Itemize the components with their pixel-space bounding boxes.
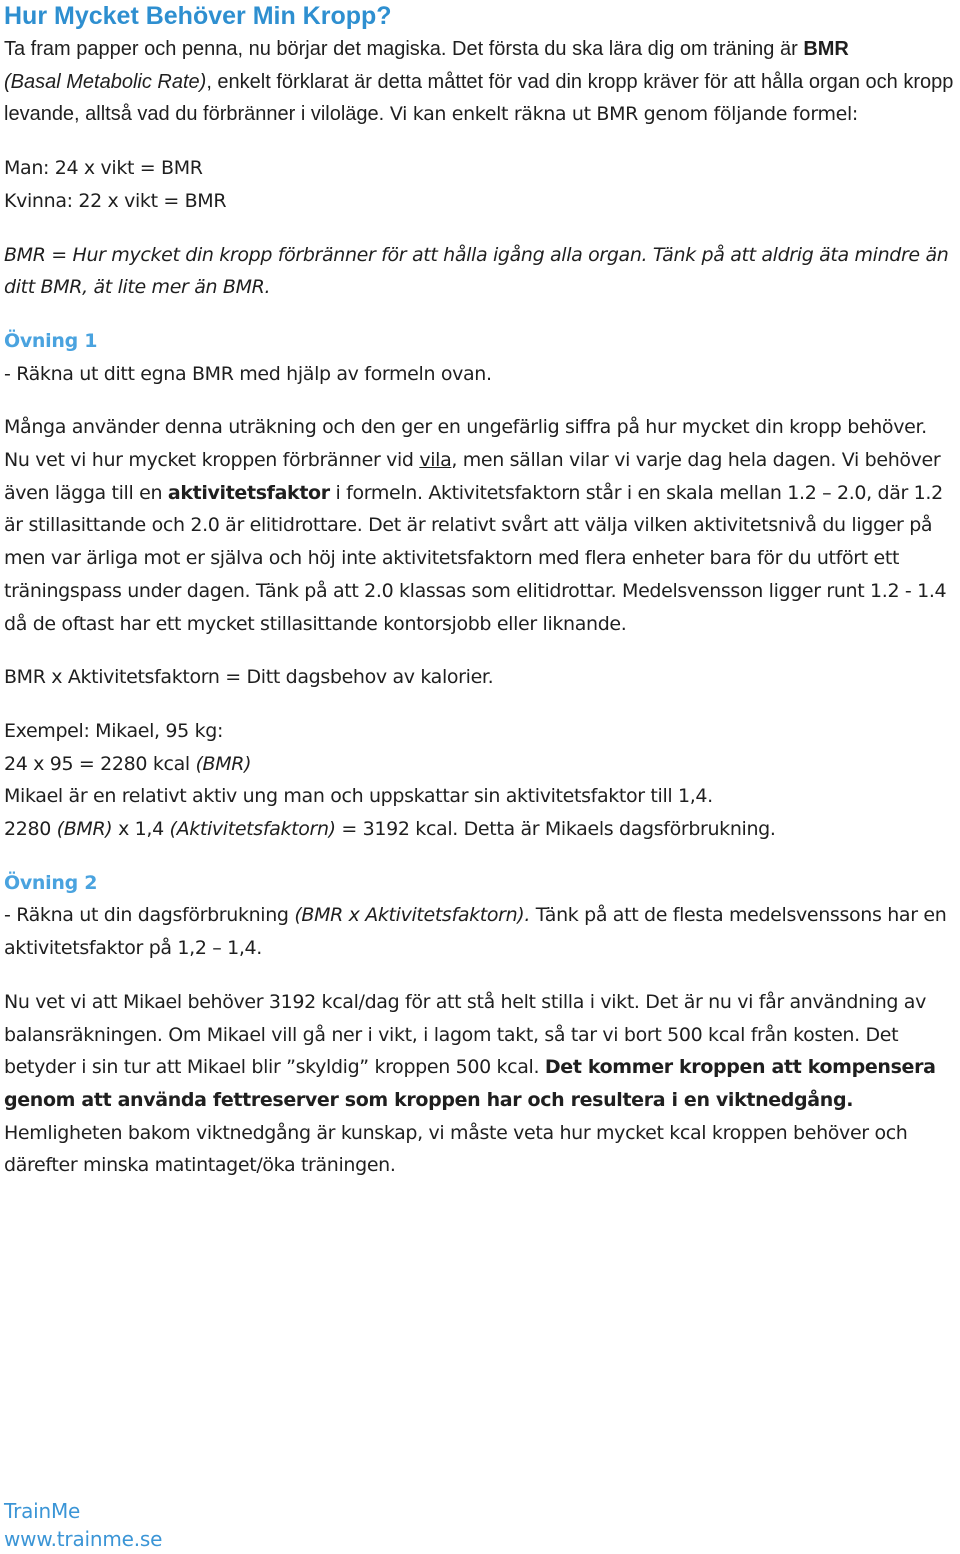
intro-paragraph [4,33,958,131]
intro-bmr-bold: BMR [803,38,849,60]
example-line-2-b: (BMR) [195,752,252,775]
intro-text-3: Vi kan enkelt räkna ut BMR genom följande formel: [384,103,858,126]
intro-bmr-full: (Basal Metabolic Rate) [4,70,207,93]
example-line-4-d: (Aktivitetsfaktorn) [169,818,336,841]
example-line-4 [4,813,958,846]
activity-bold: aktivitetsfaktor [167,481,330,504]
footer-brand: TrainMe [4,1499,81,1523]
exercise-2-text-b: (BMR x Aktivitetsfaktorn). [294,904,531,927]
daily-formula: BMR x Aktivitetsfaktorn = Ditt dagsbehov av kalorier. [4,666,494,689]
example-line-2-a: 24 x 95 = 2280 kcal [4,752,196,775]
intro-text-2: , enkelt förklarat är detta måttet för vad din kropp kräver för att hålla organ och kropp levande, alltså vad du förbränner i viloläge. [4,70,954,126]
example-line-4-a: 2280 [4,818,57,841]
page-footer [4,1497,504,1553]
bmr-definition [4,239,958,304]
example-line-4-b: (BMR) [56,818,113,841]
example-line-2 [4,748,958,781]
formula-woman: Kvinna: 22 x vikt = BMR [4,189,227,212]
exercise-1-text: - Räkna ut ditt egna BMR med hjälp av formeln ovan. [4,362,492,385]
spacer [4,846,958,867]
balance-bold: Det kommer kroppen att kompensera genom att använda fettreserver som kroppen har och resultera i en viktnedgång. [4,1056,936,1111]
example-line-1: Exempel: Mikael, 95 kg: [4,719,223,742]
example-line-4-c: x 1,4 [112,818,170,841]
bmr-definition-text: BMR = Hur mycket din kropp förbränner för att hålla igång alla organ. Tänk på att aldrig äta mindre än ditt BMR, ät lite mer än BMR. [4,243,949,299]
spacer [4,304,958,325]
intro-text-1: Ta fram papper och penna, nu börjar det magiska. Det första du ska lära dig om träning är [4,38,804,60]
activity-paragraph [4,411,958,640]
spacer [4,131,958,152]
spacer [4,965,958,986]
exercise-2-text [4,899,958,964]
page-title: Hur Mycket Behöver Min Kropp? [4,2,392,30]
activity-text-1: Många använder denna uträkning och den ger en ungefärlig siffra på hur mycket din kropp behöver. Nu vet vi hur mycket kroppen förbränner vid [4,416,927,472]
balance-text-2: Hemligheten bakom viktnedgång är kunskap, vi måste veta hur mycket kcal kroppen behöver och därefter minska matintaget/öka träningen. [4,1121,908,1177]
balance-text-1: Nu vet vi att Mikael behöver 3192 kcal/dag för att stå helt stilla i vikt. Det är nu vi får användning av balansräkningen. Om Mikael vill gå ner i vikt, i lagom takt, så tar vi bort 500 kcal från kosten. Det betyder i sin tur att Mikael blir ”skyldig” kroppen 500 kcal. [4,990,926,1079]
example-line-4-e: = 3192 kcal. Detta är Mikaels dagsförbrukning. [335,818,776,841]
spacer [4,640,958,661]
activity-text-3: i formeln. Aktivitetsfaktorn står i en skala mellan 1.2 – 2.0, där 1.2 är stillasittande och 2.0 är elitidrottare. Det är relativt svårt att välja vilken aktivitetsnivå du ligger på men var ärliga mot er själva och höj inte aktivitetsfaktorn med flera enheter bara för du utfört ett träningspass under dagen. Tänk på att 2.0 klassas som elitidrottar. Medelsvensson ligger runt 1.2 - 1.4 då de oftast har ett mycket stillasittande kontorsjobb eller liknande. [4,481,947,635]
formula-man: Man: 24 x vikt = BMR [4,157,203,180]
exercise-2-heading: Övning 2 [4,871,98,894]
balance-paragraph [4,986,958,1182]
spacer [4,218,958,239]
exercise-1-heading: Övning 1 [4,329,98,352]
spacer [4,390,958,411]
activity-vila: vila [419,449,452,472]
exercise-2-text-c: Tänk på att de flesta medelsvenssons har en aktivitetsfaktor på 1,2 – 1,4. [4,904,947,960]
activity-text-2: , men sällan vilar vi varje dag hela dagen. Vi behöver även lägga till en [4,449,941,504]
spacer [4,694,958,715]
exercise-2-text-a: - Räkna ut din dagsförbrukning [4,904,295,927]
example-line-3: Mikael är en relativt aktiv ung man och uppskattar sin aktivitetsfaktor till 1,4. [4,785,713,808]
footer-url-link[interactable]: www.trainme.se [4,1527,163,1551]
document-page [4,0,958,1182]
